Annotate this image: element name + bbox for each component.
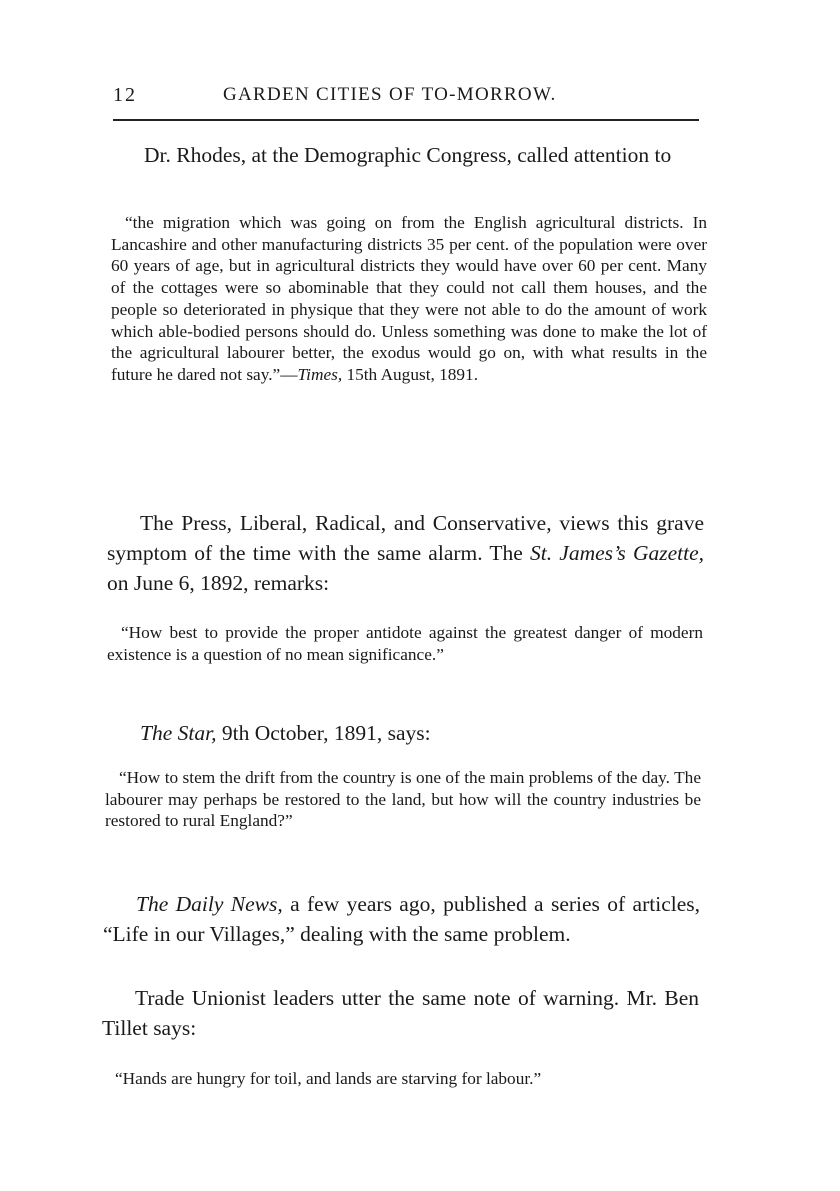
quote-migration-source: Times,: [297, 364, 343, 384]
paragraph-daily-news: [103, 889, 700, 949]
paragraph-press-text: The Press, Liberal, Radical, and Conservative, views this grave symptom of the time with the same alarm. The: [107, 511, 704, 565]
paragraph-star-after: 9th October, 1891, says:: [216, 721, 431, 745]
quote-migration: [111, 212, 707, 386]
quote-antidote: “How best to provide the proper antidote against the greatest danger of modern existence is a question of no mean significance.”: [107, 623, 703, 664]
running-title: GARDEN CITIES OF TO-MORROW.: [223, 84, 557, 105]
paragraph-trade-unionist: Trade Unionist leaders utter the same note of warning. Mr. Ben Tillet says:: [102, 986, 699, 1040]
paragraph-press-source: St. James’s Gazette,: [530, 541, 704, 565]
paragraph-star: [107, 718, 704, 748]
paragraph-press: [107, 508, 704, 598]
quote-migration-text: “the migration which was going on from the English agricultural districts. In Lancashire and other manufacturing districts 35 per cent. of the population were over 60 years of age, but in agricultural districts they would have over 60 per cent. Many of the cottages were so abominable that they could not call them houses, and the people so deteriorated in physique that they were not able to do the amount of work which able-bodied persons should do. Unless something was done to make the lot of the agricultural labourer better, the exodus would go on, with what results in the future he dared not say.”—: [111, 213, 707, 384]
paragraph-daily-news-after: a few years ago, published a series of articles, “Life in our Villages,” dealing with the same problem.: [103, 892, 701, 946]
page-number: 12: [113, 84, 137, 106]
page-header: [113, 80, 699, 114]
paragraph-daily-news-source: The Daily News,: [136, 892, 283, 916]
quote-drift: “How to stem the drift from the country is one of the main problems of the day. The labourer may perhaps be restored to the land, but how will the country industries be restored to rural England?”: [105, 768, 701, 831]
paragraph-press-after: on June 6, 1892, remarks:: [107, 571, 330, 595]
quote-migration-date: 15th August, 1891.: [342, 364, 479, 384]
header-rule: [113, 119, 699, 121]
paragraph-star-source: The Star,: [140, 721, 217, 745]
paragraph-rhodes: Dr. Rhodes, at the Demographic Congress, called attention to: [144, 143, 672, 167]
quote-hands: “Hands are hungry for toil, and lands are starving for labour.”: [115, 1069, 542, 1088]
